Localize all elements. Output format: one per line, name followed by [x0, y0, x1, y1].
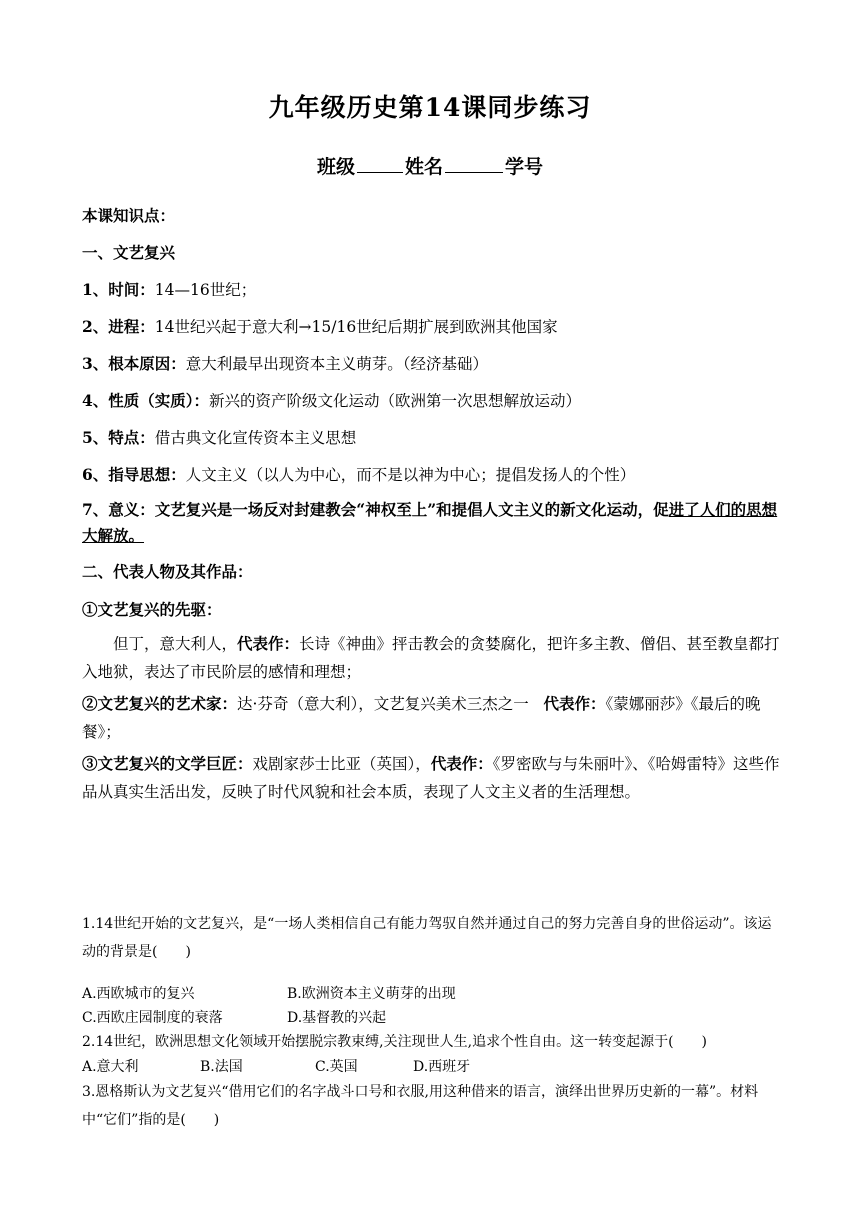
knowledge-item-2: 2、进程：14世纪兴起于意大利→15/16世纪后期扩展到欧洲其他国家: [82, 317, 558, 336]
question-1-stem: 1.14世纪开始的文艺复兴，是“一场人类相信自己有能力驾驭自然并通过自己的努力完善自身的世俗运动”。该运动的背景是( ): [82, 916, 772, 960]
artist-paragraph: ②文艺复兴的艺术家：达·芬奇（意大利），文艺复兴美术三杰之一 代表作：《蒙娜丽莎》《最后的晚餐》；: [82, 694, 761, 741]
knowledge-item-5: 5、特点：借古典文化宣传资本主义思想: [82, 428, 357, 447]
section-heading-renaissance: 一、文艺复兴: [82, 243, 176, 262]
name-label: 姓名: [404, 156, 443, 178]
class-label: 班级: [316, 156, 355, 178]
knowledge-item-1: 1、时间：14—16世纪；: [82, 280, 257, 299]
knowledge-item-7: 7、意义：文艺复兴是一场反对封建教会“神权至上”和提倡人文主义的新文化运动，促进了人们的思想大解放。: [82, 500, 778, 545]
knowledge-item-4: 4、性质（实质）：新兴的资产阶级文化运动（欧洲第一次思想解放运动）: [82, 391, 582, 410]
question-2-options: [82, 1056, 782, 1078]
page-title: 九年级历史第14课同步练习: [268, 93, 592, 122]
question-1-option-d[interactable]: D.基督教的兴起: [287, 1010, 387, 1026]
question-2-option-d[interactable]: D.西班牙: [413, 1059, 471, 1075]
question-3-stem: 3.恩格斯认为文艺复兴“借用它们的名字战斗口号和衣服,用这种借来的语言，演绎出世界历史新的一幕”。材料中“它们”指的是( ): [82, 1084, 759, 1128]
student-info-line: [0, 152, 860, 179]
question-2-option-c[interactable]: C.英国: [315, 1059, 358, 1075]
pioneer-paragraph: 但丁，意大利人，代表作：长诗《神曲》抨击教会的贪婪腐化，把许多主教、僧侣、甚至教皇都打入地狱，表达了市民阶层的感情和理想；: [82, 634, 780, 681]
pioneer-heading: ①文艺复兴的先驱：: [82, 600, 222, 619]
question-2-stem: 2.14世纪，欧洲思想文化领域开始摆脱宗教束缚,关注现世人生,追求个性自由。这一转变起源于( ): [82, 1034, 707, 1050]
id-label: 学号: [505, 156, 544, 178]
section-heading-figures: 二、代表人物及其作品：: [82, 562, 253, 581]
knowledge-item-3: 3、根本原因：意大利最早出现资本主义萌芽。（经济基础）: [82, 354, 489, 373]
class-blank[interactable]: [357, 154, 403, 173]
question-2-option-b[interactable]: B.法国: [200, 1059, 243, 1075]
question-1-options-row-2: [82, 1007, 782, 1029]
name-blank[interactable]: [445, 154, 503, 173]
question-1-option-c[interactable]: C.西欧庄园制度的衰落: [82, 1010, 223, 1026]
writer-paragraph: ③文艺复兴的文学巨匠：戏剧家莎士比亚（英国），代表作：《罗密欧与与朱丽叶》、《哈姆雷特》这些作品从真实生活出发，反映了时代风貌和社会本质，表现了人文主义者的生活理想。: [82, 754, 780, 801]
question-2-option-a[interactable]: A.意大利: [82, 1059, 139, 1075]
question-1-options-row-1: [82, 983, 782, 1005]
knowledge-heading: 本课知识点：: [82, 206, 176, 225]
knowledge-item-6: 6、指导思想：人文主义（以人为中心，而不是以神为中心；提倡发扬人的个性）: [82, 465, 636, 484]
underlined-conclusion: 进了人们的思想大解放。: [82, 500, 778, 545]
question-1-option-b[interactable]: B.欧洲资本主义萌芽的出现: [287, 986, 456, 1002]
question-1-option-a[interactable]: A.西欧城市的复兴: [82, 986, 195, 1002]
